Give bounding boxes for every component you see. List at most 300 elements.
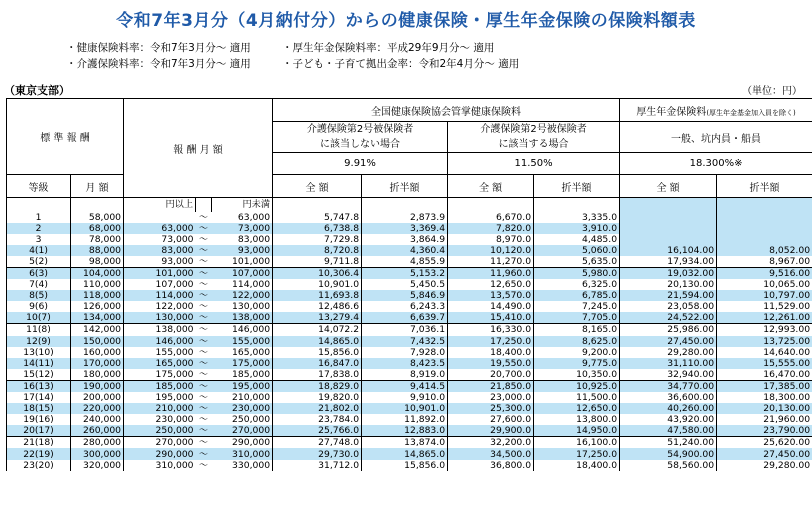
pension-type-header: 一般、坑内員・船員 [620,122,812,153]
health-full-cell: 27,748.0 [273,437,362,449]
to-cell: 155,000 [212,336,273,347]
table-row [7,212,812,223]
wave-cell: ～ [198,346,209,358]
care-full-cell: 17,250.0 [448,336,534,347]
rate2-header: 11.50% [448,153,620,175]
to-cell: 122,000 [212,290,273,301]
child-rate-note: ・子ども・子育て拠出金率：令和2年4月分～ 適用 [282,58,520,70]
monthly-cell: 104,000 [71,267,124,279]
health-rate-note: ・健康保険料率：令和7年3月分～ 適用 [66,42,251,54]
to-cell: 130,000 [212,301,273,312]
pension-half-cell: 14,640.00 [717,347,812,358]
from-cell: 101,000 [124,267,196,279]
monthly-cell: 78,000 [71,234,124,245]
grade-cell: 11(8) [7,324,71,336]
full-header-1: 全 額 [273,175,362,198]
pension-full-cell: 43,920.00 [620,414,717,425]
health-full-cell: 10,901.0 [273,279,362,290]
from-cell: 155,000 [124,347,196,358]
pension-header: 厚生年金保険料(厚生年金基金加入員を除く) [620,99,812,122]
care-half-cell: 8,165.0 [534,324,620,336]
table-row [7,245,812,256]
grade-cell: 16(13) [7,380,71,392]
wave-cell: ～ [196,336,212,347]
rate1-header: 9.91% [273,153,448,175]
pension-full-cell: 25,986.00 [620,324,717,336]
pension-full-cell: 27,450.00 [620,336,717,347]
care-full-cell: 10,120.0 [448,245,534,256]
care-full-cell: 12,650.0 [448,279,534,290]
from-cell: 122,000 [124,301,196,312]
wave-cell: ～ [196,403,212,414]
from-cell: 146,000 [124,336,196,347]
health-full-cell: 14,865.0 [273,336,362,347]
health-full-cell: 7,729.8 [273,234,362,245]
health-full-cell: 29,730.0 [273,448,362,459]
wave-cell: ～ [198,233,209,245]
health-half-cell: 9,910.0 [362,392,448,403]
table-row [7,425,812,437]
pension-full-cell: 31,110.00 [620,358,717,369]
pension-half-cell: 25,620.00 [717,437,812,449]
pension-half-cell: 17,385.00 [717,380,812,392]
pension-half-cell: 12,993.00 [717,324,812,336]
from-cell: 175,000 [124,369,196,381]
health-half-cell: 4,855.9 [362,256,448,268]
pension-full-cell: 16,104.00 [620,245,717,256]
care-half-cell: 3,910.0 [534,223,620,234]
wave-cell: ～ [196,312,212,324]
health-half-cell: 3,864.9 [362,234,448,245]
kyokai-header: 全国健康保険協会管掌健康保険料 [273,99,620,122]
care-full-cell: 36,800.0 [448,460,534,471]
table-row [7,234,812,245]
pension-half-cell [717,223,812,234]
to-cell: 165,000 [212,347,273,358]
pension-full-cell: 17,934.00 [620,256,717,268]
health-full-cell: 9,711.8 [273,256,362,268]
monthly-cell: 200,000 [71,392,124,403]
health-full-cell: 21,802.0 [273,403,362,414]
health-half-cell: 5,846.9 [362,290,448,301]
grade-cell: 8(5) [7,290,71,301]
table-row [7,460,812,471]
wave-cell: ～ [198,437,209,449]
wave-cell: ～ [196,290,212,301]
health-full-cell: 19,820.0 [273,392,362,403]
table-row [7,347,812,358]
table-row [7,312,812,324]
grade-cell: 12(9) [7,336,71,347]
care-full-cell: 32,200.0 [448,437,534,449]
health-half-cell: 2,873.9 [362,212,448,223]
from-cell: 73,000 [124,234,196,245]
monthly-cell: 98,000 [71,256,124,268]
care-half-cell: 6,325.0 [534,279,620,290]
pension-full-cell: 58,560.00 [620,460,717,471]
table-row [7,414,812,425]
grade-cell: 18(15) [7,403,71,414]
care-full-cell: 8,970.0 [448,234,534,245]
pension-half-cell: 10,065.00 [717,279,812,290]
monthly-cell: 180,000 [71,369,124,381]
health-half-cell: 3,369.4 [362,223,448,234]
monthly-cell: 88,000 [71,245,124,256]
monthly-cell: 170,000 [71,358,124,369]
full-header-3: 全 額 [620,175,717,198]
care-half-cell: 18,400.0 [534,460,620,471]
grade-cell: 20(17) [7,425,71,437]
monthly-header: 月 額 [71,175,124,198]
care-full-cell: 23,000.0 [448,392,534,403]
monthly-cell: 134,000 [71,312,124,324]
wave-cell: ～ [196,267,212,279]
from-cell: 210,000 [124,403,196,414]
from-cell: 83,000 [124,245,196,256]
care-rate-note: ・介護保険料率：令和7年3月分～ 適用 [66,58,251,70]
health-half-cell: 7,036.1 [362,324,448,336]
grade-cell: 19(16) [7,414,71,425]
pension-full-cell: 34,770.00 [620,380,717,392]
from-cell [124,212,196,223]
monthly-cell: 190,000 [71,380,124,392]
care-half-cell: 17,250.0 [534,448,620,459]
pension-half-cell [717,234,812,245]
pension-half-cell: 15,555.00 [717,358,812,369]
monthly-cell: 110,000 [71,279,124,290]
care-half-cell: 16,100.0 [534,437,620,449]
grade-cell: 14(11) [7,358,71,369]
table-rows [7,212,812,471]
table-row [7,392,812,403]
grade-cell: 1 [7,212,71,223]
care-half-cell: 10,350.0 [534,369,620,381]
pension-full-cell: 19,032.00 [620,267,717,279]
health-half-cell: 8,423.5 [362,358,448,369]
care-half-cell: 7,245.0 [534,301,620,312]
care-full-cell: 20,700.0 [448,369,534,381]
rate3-header: 18.300%※ [620,153,812,175]
care-half-cell: 10,925.0 [534,380,620,392]
to-cell: 195,000 [212,380,273,392]
health-half-cell: 7,432.5 [362,336,448,347]
monthly-cell: 142,000 [71,324,124,336]
care-full-cell: 34,500.0 [448,448,534,459]
grade-cell: 17(14) [7,392,71,403]
pension-half-cell: 20,130.00 [717,403,812,414]
care-header: 介護保険第2号被保険者 に該当する場合 [448,122,620,153]
pension-full-cell: 23,058.00 [620,301,717,312]
monthly-cell: 160,000 [71,347,124,358]
pension-full-cell: 20,130.00 [620,279,717,290]
to-cell: 138,000 [212,312,273,324]
half-header-2: 折半額 [534,175,620,198]
from-cell: 107,000 [124,279,196,290]
to-cell: 175,000 [212,358,273,369]
health-half-cell: 8,919.0 [362,369,448,381]
monthly-cell: 150,000 [71,336,124,347]
full-header-2: 全 額 [448,175,534,198]
to-cell: 230,000 [212,403,273,414]
pension-half-cell [717,212,812,223]
to-cell: 114,000 [212,279,273,290]
grade-cell: 2 [7,223,71,234]
table-row [7,290,812,301]
pension-full-cell: 32,940.00 [620,369,717,381]
table-row [7,256,812,268]
to-cell: 210,000 [212,392,273,403]
pension-full-cell: 54,900.00 [620,448,717,459]
grade-cell: 4(1) [7,245,71,256]
care-full-cell: 14,490.0 [448,301,534,312]
from-cell: 230,000 [124,414,196,425]
to-cell: 185,000 [212,369,273,381]
health-half-cell: 6,243.3 [362,301,448,312]
health-full-cell: 17,838.0 [273,369,362,381]
pension-half-cell: 12,261.00 [717,312,812,324]
rate-notes [66,40,519,72]
grade-cell: 5(2) [7,256,71,268]
pension-full-cell: 51,240.00 [620,437,717,449]
care-full-cell: 15,410.0 [448,312,534,324]
wave-cell: ～ [198,414,209,426]
wave-cell: ～ [196,245,212,256]
to-cell: 73,000 [212,223,273,234]
from-cell: 63,000 [124,223,196,234]
from-cell: 290,000 [124,448,196,459]
wave-cell: ～ [198,211,209,223]
care-half-cell: 11,500.0 [534,392,620,403]
table-row [7,223,812,234]
table-row [7,324,812,336]
pension-full-cell: 29,280.00 [620,347,717,358]
care-half-cell: 14,950.0 [534,425,620,437]
pension-full-cell [620,234,717,245]
pension-full-cell: 47,580.00 [620,425,717,437]
health-half-cell: 7,928.0 [362,347,448,358]
health-full-cell: 18,829.0 [273,380,362,392]
care-half-cell: 9,200.0 [534,347,620,358]
not-care-header: 介護保険第2号被保険者 に該当しない場合 [273,122,448,153]
pension-half-cell: 23,790.00 [717,425,812,437]
grade-header: 等級 [7,175,71,198]
from-cell: 93,000 [124,256,196,268]
care-full-cell: 25,300.0 [448,403,534,414]
from-cell: 310,000 [124,460,196,471]
health-full-cell: 12,486.6 [273,301,362,312]
health-half-cell: 6,639.7 [362,312,448,324]
table-row [7,448,812,459]
to-cell: 250,000 [212,414,273,425]
to-cell: 290,000 [212,437,273,449]
monthly-cell: 260,000 [71,425,124,437]
remuneration-monthly-header: 報 酬 月 額 [124,99,273,198]
health-half-cell: 14,865.0 [362,448,448,459]
care-half-cell: 9,775.0 [534,358,620,369]
health-half-cell: 4,360.4 [362,245,448,256]
pension-half-cell: 9,516.00 [717,267,812,279]
table-row [7,437,812,449]
grade-cell: 13(10) [7,347,71,358]
care-full-cell: 13,570.0 [448,290,534,301]
table-row [7,267,812,279]
health-full-cell: 10,306.4 [273,267,362,279]
from-label: 円以上 [124,198,196,212]
monthly-cell: 220,000 [71,403,124,414]
from-cell: 195,000 [124,392,196,403]
page-title: 令和7年3月分（4月納付分）からの健康保険・厚生年金保険の保険料額表 [116,11,696,31]
monthly-cell: 58,000 [71,212,124,223]
wave-cell: ～ [198,324,209,336]
table-row [7,358,812,369]
care-full-cell: 11,270.0 [448,256,534,268]
grade-cell: 6(3) [7,267,71,279]
pension-full-cell [620,223,717,234]
grade-cell: 7(4) [7,279,71,290]
care-half-cell: 6,785.0 [534,290,620,301]
pension-full-cell: 24,522.00 [620,312,717,324]
health-full-cell: 31,712.0 [273,460,362,471]
monthly-cell: 126,000 [71,301,124,312]
health-full-cell: 11,693.8 [273,290,362,301]
pension-half-cell: 10,797.00 [717,290,812,301]
to-cell: 310,000 [212,448,273,459]
wave-cell: ～ [196,380,212,392]
grade-cell: 3 [7,234,71,245]
care-half-cell: 5,635.0 [534,256,620,268]
care-half-cell: 7,705.0 [534,312,620,324]
to-cell: 107,000 [212,267,273,279]
monthly-cell: 68,000 [71,223,124,234]
to-cell: 330,000 [212,460,273,471]
health-full-cell: 25,766.0 [273,425,362,437]
to-cell: 101,000 [212,256,273,268]
pension-rate-note: ・厚生年金保険料率：平成29年9月分～ 適用 [282,42,495,54]
pension-half-cell: 29,280.00 [717,460,812,471]
health-half-cell: 9,414.5 [362,380,448,392]
grade-cell: 9(6) [7,301,71,312]
from-cell: 185,000 [124,380,196,392]
care-full-cell: 21,850.0 [448,380,534,392]
pension-half-cell: 21,960.00 [717,414,812,425]
health-half-cell: 15,856.0 [362,460,448,471]
branch-label: （東京支部） [4,84,70,97]
wave-cell: ～ [198,279,209,291]
health-full-cell: 14,072.2 [273,324,362,336]
monthly-cell: 320,000 [71,460,124,471]
pension-half-cell: 16,470.00 [717,369,812,381]
health-half-cell: 5,153.2 [362,267,448,279]
monthly-cell: 280,000 [71,437,124,449]
grade-cell: 10(7) [7,312,71,324]
pension-full-cell [620,212,717,223]
wave-cell: ～ [196,358,212,369]
care-full-cell: 19,550.0 [448,358,534,369]
wave-cell: ～ [196,256,212,268]
to-cell: 93,000 [212,245,273,256]
care-half-cell: 8,625.0 [534,336,620,347]
pension-full-cell: 40,260.00 [620,403,717,414]
pension-half-cell: 11,529.00 [717,301,812,312]
pension-half-cell: 13,725.00 [717,336,812,347]
unit-label: （単位：円） [742,86,802,97]
grade-cell: 22(19) [7,448,71,459]
wave-cell: ～ [196,448,212,459]
table-row [7,301,812,312]
pension-half-cell: 27,450.00 [717,448,812,459]
pension-half-cell: 8,052.00 [717,245,812,256]
care-full-cell: 11,960.0 [448,267,534,279]
table-row [7,403,812,414]
table-row [7,380,812,392]
from-cell: 130,000 [124,312,196,324]
standard-remuneration-header: 標 準 報 酬 [7,99,124,175]
table-row [7,369,812,381]
health-full-cell: 23,784.0 [273,414,362,425]
table-row [7,336,812,347]
half-header-3: 折半額 [717,175,812,198]
grade-cell: 15(12) [7,369,71,381]
health-full-cell: 16,847.0 [273,358,362,369]
wave-cell: ～ [198,392,209,404]
health-full-cell: 15,856.0 [273,347,362,358]
health-half-cell: 12,883.0 [362,425,448,437]
health-full-cell: 5,747.8 [273,212,362,223]
table-row [7,279,812,290]
from-cell: 114,000 [124,290,196,301]
care-full-cell: 18,400.0 [448,347,534,358]
care-full-cell: 16,330.0 [448,324,534,336]
grade-cell: 23(20) [7,460,71,471]
to-cell: 83,000 [212,234,273,245]
health-half-cell: 11,892.0 [362,414,448,425]
grade-cell: 21(18) [7,437,71,449]
health-half-cell: 5,450.5 [362,279,448,290]
wave-cell: ～ [198,301,209,313]
to-label: 円未満 [212,198,273,212]
health-full-cell: 6,738.8 [273,223,362,234]
health-half-cell: 13,874.0 [362,437,448,449]
care-half-cell: 4,485.0 [534,234,620,245]
care-full-cell: 27,600.0 [448,414,534,425]
care-half-cell: 5,980.0 [534,267,620,279]
from-cell: 165,000 [124,358,196,369]
care-half-cell: 13,800.0 [534,414,620,425]
care-full-cell: 7,820.0 [448,223,534,234]
care-half-cell: 3,335.0 [534,212,620,223]
from-cell: 270,000 [124,437,196,449]
to-cell: 270,000 [212,425,273,437]
monthly-cell: 118,000 [71,290,124,301]
care-half-cell: 12,650.0 [534,403,620,414]
wave-cell: ～ [196,223,212,234]
from-cell: 138,000 [124,324,196,336]
pension-half-cell: 18,300.00 [717,392,812,403]
care-full-cell: 29,900.0 [448,425,534,437]
to-cell: 63,000 [212,212,273,223]
care-half-cell: 5,060.0 [534,245,620,256]
monthly-cell: 240,000 [71,414,124,425]
premium-table [6,98,812,471]
health-full-cell: 13,279.4 [273,312,362,324]
from-cell: 250,000 [124,425,196,437]
care-full-cell: 6,670.0 [448,212,534,223]
wave-cell: ～ [196,369,212,381]
pension-half-cell: 8,967.00 [717,256,812,268]
pension-full-cell: 36,600.00 [620,392,717,403]
half-header-1: 折半額 [362,175,448,198]
wave-cell: ～ [196,425,212,437]
